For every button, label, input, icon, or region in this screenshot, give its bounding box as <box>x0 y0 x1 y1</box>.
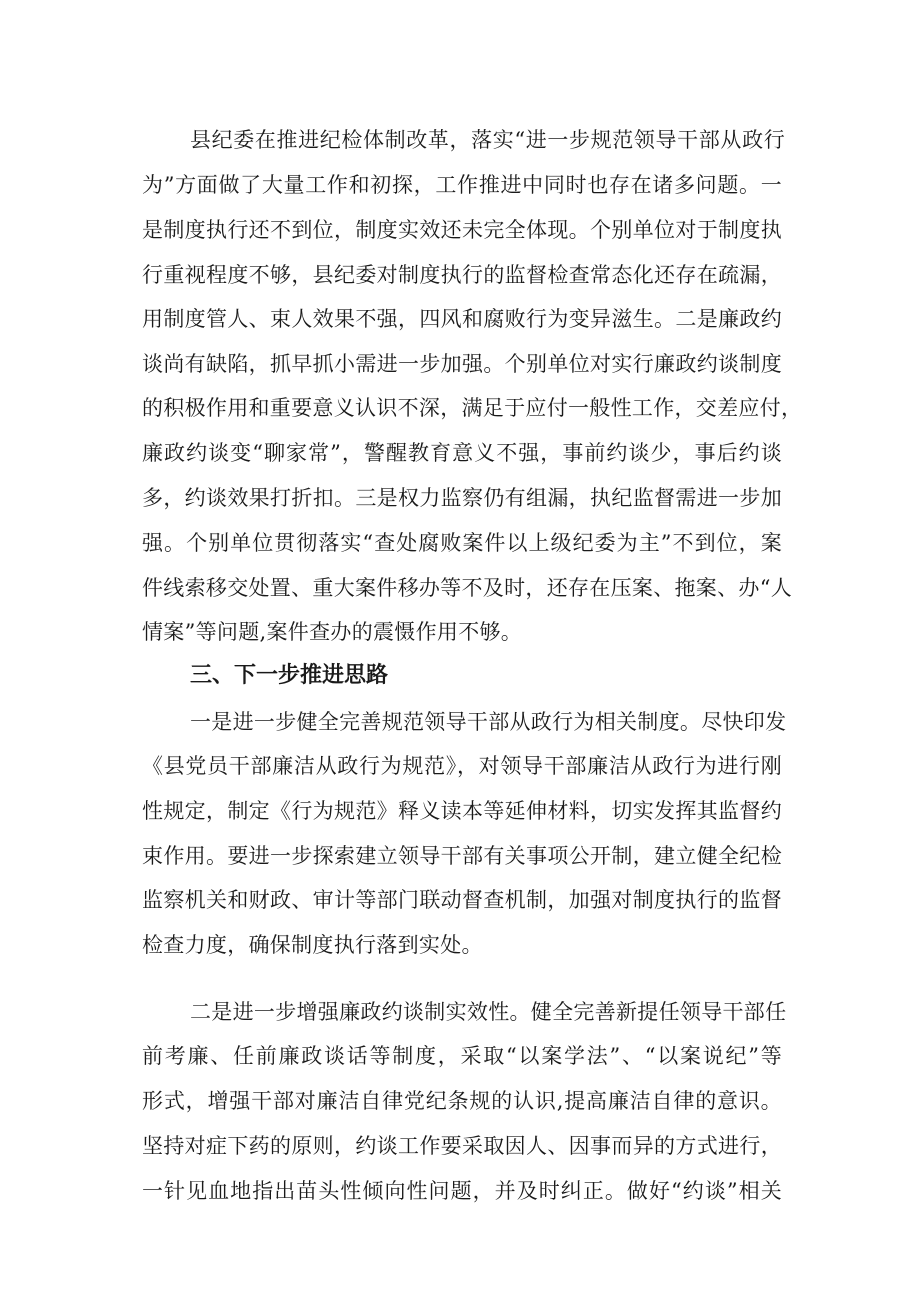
paragraph-3-line-5: 一针见血地指出苗头性倾向性问题，并及时纠正。做好“约谈”相关 <box>142 1179 782 1203</box>
paragraph-1-line-7: 的积极作用和重要意义认识不深，满足于应付一般性工作，交差应付， <box>142 396 803 420</box>
paragraph-2-line-2: 《县党员干部廉洁从政行为规范》，对领导干部廉洁从政行为进行刚 <box>142 754 782 778</box>
paragraph-2-line-1: 一是进一步健全完善规范领导干部从政行为相关制度。尽快印发 <box>190 710 787 734</box>
paragraph-1-line-6: 谈尚有缺陷，抓早抓小需进一步加强。个别单位对实行廉政约谈制度 <box>142 352 782 376</box>
paragraph-3-line-4: 坚持对症下药的原则，约谈工作要采取因人、因事而异的方式进行， <box>142 1134 782 1158</box>
paragraph-1-line-12: 情案”等问题,案件查办的震慑作用不够。 <box>142 620 523 644</box>
paragraph-1-line-1: 县纪委在推进纪检体制改革，落实“进一步规范领导干部从政行 <box>190 128 785 152</box>
paragraph-1-line-4: 行重视程度不够，县纪委对制度执行的监督检查常态化还存在疏漏， <box>142 263 782 287</box>
paragraph-1-line-8: 廉政约谈变“聊家常”，警醒教育意义不强，事前约谈少，事后约谈 <box>142 441 782 465</box>
paragraph-1-line-3: 是制度执行还不到位，制度实效还未完全体现。个别单位对于制度执 <box>142 218 782 242</box>
paragraph-1-line-10: 强。个别单位贯彻落实“查处腐败案件以上级纪委为主”不到位，案 <box>142 531 782 555</box>
paragraph-3-line-2: 前考廉、任前廉政谈话等制度，采取“以案学法”、“以案说纪”等 <box>142 1044 782 1068</box>
paragraph-2-line-5: 监察机关和财政、审计等部门联动督查机制，加强对制度执行的监督 <box>142 888 782 912</box>
paragraph-2-line-6: 检查力度，确保制度执行落到实处。 <box>142 933 483 957</box>
paragraph-2-line-3: 性规定，制定《行为规范》释义读本等延伸材料，切实发挥其监督约 <box>142 799 782 823</box>
paragraph-1-line-5: 用制度管人、束人效果不强，四风和腐败行为变异滋生。二是廉政约 <box>142 307 782 331</box>
paragraph-2-line-4: 束作用。要进一步探索建立领导干部有关事项公开制，建立健全纪检 <box>142 844 782 868</box>
paragraph-1-line-9: 多，约谈效果打折扣。三是权力监察仍有组漏，执纪监督需进一步加 <box>142 486 782 510</box>
paragraph-3-line-1: 二是进一步增强廉政约谈制实效性。健全完善新提任领导干部任 <box>190 1000 787 1024</box>
section-heading: 三、下一步推进思路 <box>190 663 389 688</box>
paragraph-1-line-2: 为”方面做了大量工作和初探，工作推进中同时也存在诸多问题。一 <box>142 173 782 197</box>
paragraph-1-line-11: 件线索移交处置、重大案件移办等不及时，还存在压案、拖案、办“人 <box>142 576 793 600</box>
paragraph-3-line-3: 形式，增强干部对廉洁自律党纪条规的认识,提高廉洁自律的意识。 <box>142 1089 782 1113</box>
